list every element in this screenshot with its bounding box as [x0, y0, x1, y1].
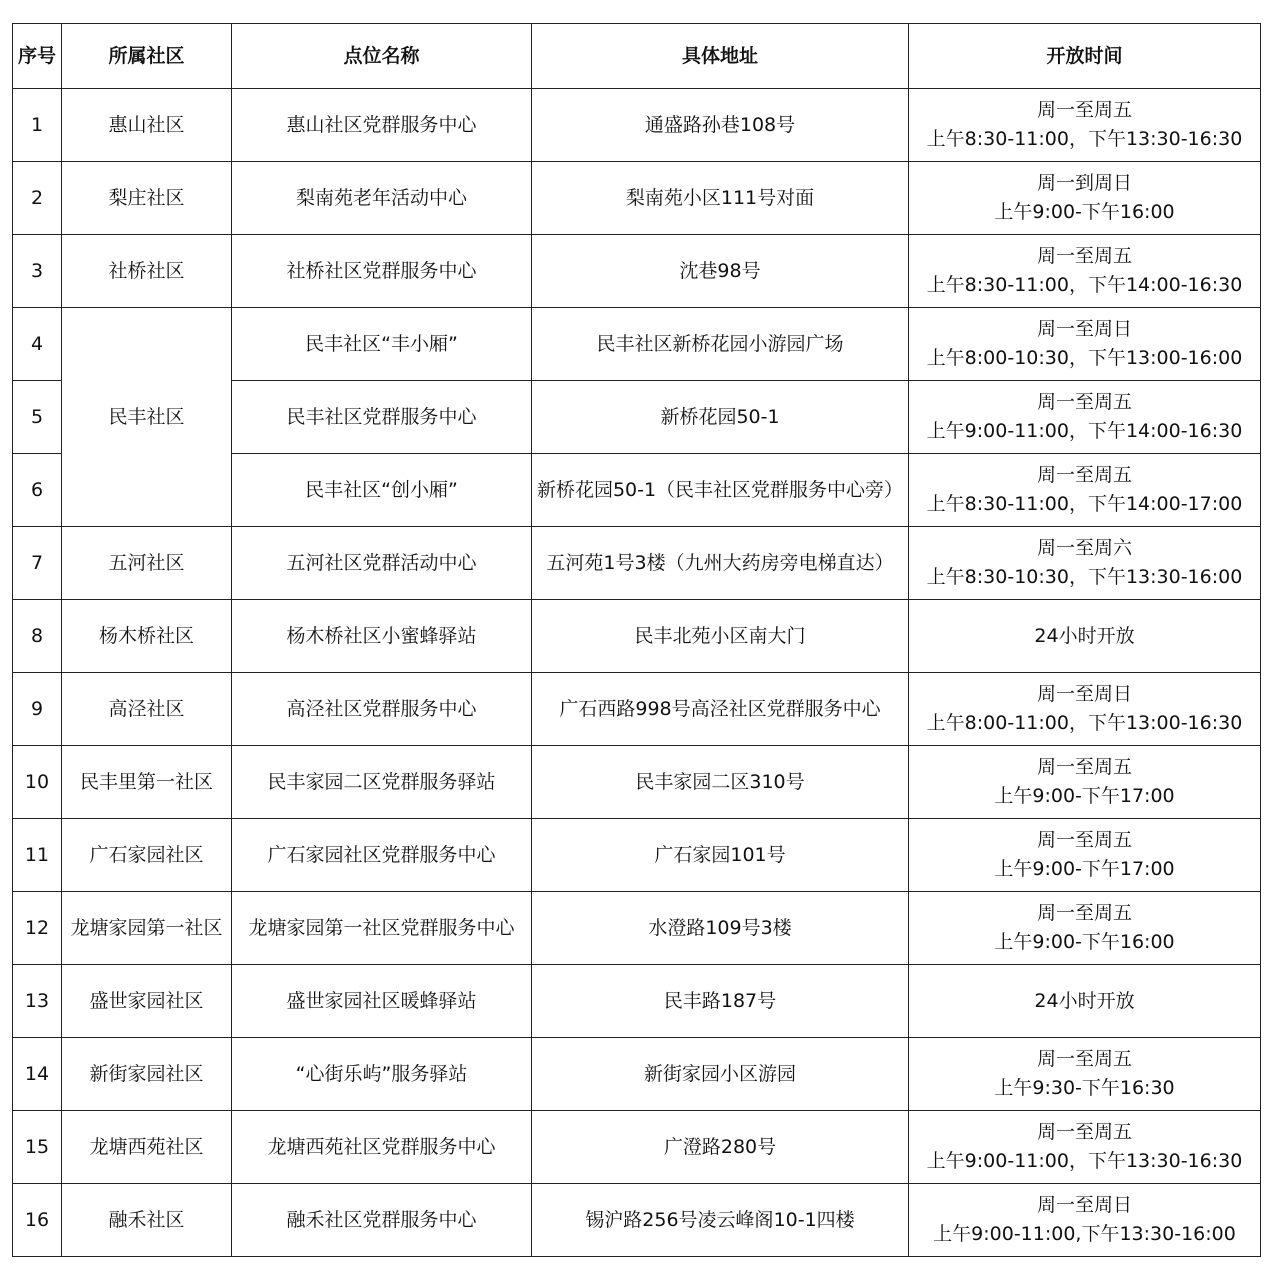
cell-address: 民丰社区新桥花园小游园广场	[532, 308, 909, 381]
hours-times: 上午9:00-11:00，下午13:30-16:30	[926, 1150, 1243, 1172]
cell-hours	[909, 600, 1261, 673]
table-row	[13, 1111, 1261, 1184]
cell-site: 龙塘西苑社区党群服务中心	[232, 1111, 532, 1184]
hours-times: 上午8:30-11:00，下午14:00-16:30	[926, 274, 1243, 296]
hours-days: 周一至周五	[1036, 245, 1132, 267]
cell-site: 融禾社区党群服务中心	[232, 1184, 532, 1257]
hours-days: 24小时开放	[1034, 989, 1135, 1012]
cell-hours	[909, 527, 1261, 600]
cell-hours	[909, 235, 1261, 308]
cell-no: 10	[13, 746, 62, 819]
cell-no: 15	[13, 1111, 62, 1184]
hours-days: 周一至周日	[1036, 683, 1132, 705]
hours-days: 周一到周日	[1036, 172, 1132, 194]
hours-times: 上午9:00-下午16:00	[994, 931, 1175, 953]
cell-hours	[909, 381, 1261, 454]
cell-address: 新街家园小区游园	[532, 1038, 909, 1111]
cell-community: 梨庄社区	[62, 162, 232, 235]
table-row	[13, 1038, 1261, 1111]
cell-site: 高泾社区党群服务中心	[232, 673, 532, 746]
cell-community: 杨木桥社区	[62, 600, 232, 673]
cell-community: 惠山社区	[62, 89, 232, 162]
cell-community: 广石家园社区	[62, 819, 232, 892]
cell-no: 9	[13, 673, 62, 746]
header-address: 具体地址	[532, 24, 909, 89]
cell-no: 16	[13, 1184, 62, 1257]
table-row	[13, 1184, 1261, 1257]
table-row	[13, 600, 1261, 673]
cell-community: 民丰社区	[62, 308, 232, 527]
cell-hours	[909, 1038, 1261, 1111]
cell-hours	[909, 1111, 1261, 1184]
header-community: 所属社区	[62, 24, 232, 89]
header-site: 点位名称	[232, 24, 532, 89]
cell-address: 民丰路187号	[532, 965, 909, 1038]
hours-days: 周一至周六	[1036, 537, 1132, 559]
cell-community: 新街家园社区	[62, 1038, 232, 1111]
hours-times: 上午8:30-10:30，下午13:30-16:00	[926, 566, 1243, 588]
cell-no: 12	[13, 892, 62, 965]
cell-no: 5	[13, 381, 62, 454]
cell-site: 民丰社区“创小厢”	[232, 454, 532, 527]
hours-days: 周一至周五	[1036, 1121, 1132, 1143]
cell-site: 民丰家园二区党群服务驿站	[232, 746, 532, 819]
cell-site: 杨木桥社区小蜜蜂驿站	[232, 600, 532, 673]
cell-address: 民丰北苑小区南大门	[532, 600, 909, 673]
cell-address: 广石西路998号高泾社区党群服务中心	[532, 673, 909, 746]
service-sites-table	[12, 23, 1261, 1257]
hours-times: 上午8:30-11:00，下午13:30-16:30	[926, 128, 1243, 150]
cell-hours	[909, 819, 1261, 892]
cell-community: 社桥社区	[62, 235, 232, 308]
cell-address: 新桥花园50-1（民丰社区党群服务中心旁）	[532, 454, 909, 527]
cell-site: 惠山社区党群服务中心	[232, 89, 532, 162]
table-row	[13, 965, 1261, 1038]
cell-no: 6	[13, 454, 62, 527]
hours-days: 周一至周日	[1036, 318, 1132, 340]
cell-site: 广石家园社区党群服务中心	[232, 819, 532, 892]
cell-community: 民丰里第一社区	[62, 746, 232, 819]
header-row	[13, 24, 1261, 89]
cell-no: 14	[13, 1038, 62, 1111]
hours-days: 24小时开放	[1034, 624, 1135, 647]
cell-address: 锡沪路256号凌云峰阁10-1四楼	[532, 1184, 909, 1257]
table-row	[13, 527, 1261, 600]
cell-address: 通盛路孙巷108号	[532, 89, 909, 162]
table-row	[13, 308, 1261, 381]
hours-days: 周一至周五	[1036, 756, 1132, 778]
cell-community: 盛世家园社区	[62, 965, 232, 1038]
hours-times: 上午9:00-11:00，下午14:00-16:30	[926, 420, 1243, 442]
table-row	[13, 235, 1261, 308]
cell-address: 沈巷98号	[532, 235, 909, 308]
cell-no: 2	[13, 162, 62, 235]
header-no: 序号	[13, 24, 62, 89]
cell-address: 梨南苑小区111号对面	[532, 162, 909, 235]
cell-hours	[909, 1184, 1261, 1257]
cell-no: 7	[13, 527, 62, 600]
hours-days: 周一至周五	[1036, 902, 1132, 924]
cell-site: 民丰社区党群服务中心	[232, 381, 532, 454]
cell-site: “心街乐屿”服务驿站	[232, 1038, 532, 1111]
hours-days: 周一至周五	[1036, 99, 1132, 121]
hours-times: 上午9:00-下午16:00	[994, 201, 1175, 223]
cell-address: 广澄路280号	[532, 1111, 909, 1184]
cell-hours	[909, 454, 1261, 527]
cell-no: 3	[13, 235, 62, 308]
cell-hours	[909, 892, 1261, 965]
hours-days: 周一至周五	[1036, 1048, 1132, 1070]
cell-site: 龙塘家园第一社区党群服务中心	[232, 892, 532, 965]
hours-times: 上午8:00-10:30，下午13:00-16:00	[926, 347, 1243, 369]
table-row	[13, 673, 1261, 746]
cell-site: 五河社区党群活动中心	[232, 527, 532, 600]
cell-hours	[909, 965, 1261, 1038]
header-hours: 开放时间	[909, 24, 1261, 89]
cell-hours	[909, 89, 1261, 162]
cell-community: 龙塘西苑社区	[62, 1111, 232, 1184]
cell-site: 盛世家园社区暖蜂驿站	[232, 965, 532, 1038]
cell-address: 五河苑1号3楼（九州大药房旁电梯直达）	[532, 527, 909, 600]
cell-site: 社桥社区党群服务中心	[232, 235, 532, 308]
cell-no: 11	[13, 819, 62, 892]
cell-community: 五河社区	[62, 527, 232, 600]
cell-community: 高泾社区	[62, 673, 232, 746]
table-row	[13, 819, 1261, 892]
cell-address: 广石家园101号	[532, 819, 909, 892]
cell-no: 4	[13, 308, 62, 381]
cell-site: 民丰社区“丰小厢”	[232, 308, 532, 381]
hours-times: 上午9:00-下午17:00	[994, 785, 1175, 807]
cell-hours	[909, 673, 1261, 746]
table-row	[13, 89, 1261, 162]
cell-hours	[909, 308, 1261, 381]
hours-days: 周一至周五	[1036, 391, 1132, 413]
cell-no: 1	[13, 89, 62, 162]
hours-days: 周一至周日	[1036, 1194, 1132, 1216]
hours-times: 上午9:00-下午17:00	[994, 858, 1175, 880]
table-row	[13, 162, 1261, 235]
cell-address: 民丰家园二区310号	[532, 746, 909, 819]
cell-no: 13	[13, 965, 62, 1038]
cell-address: 新桥花园50-1	[532, 381, 909, 454]
hours-times: 上午9:00-11:00,下午13:30-16:00	[933, 1223, 1236, 1245]
hours-times: 上午8:00-11:00，下午13:00-16:30	[926, 712, 1243, 734]
hours-times: 上午8:30-11:00，下午14:00-17:00	[926, 493, 1243, 515]
table-body	[13, 89, 1261, 1257]
cell-hours	[909, 162, 1261, 235]
cell-community: 融禾社区	[62, 1184, 232, 1257]
table-row	[13, 746, 1261, 819]
cell-hours	[909, 746, 1261, 819]
cell-address: 水澄路109号3楼	[532, 892, 909, 965]
cell-community: 龙塘家园第一社区	[62, 892, 232, 965]
hours-days: 周一至周五	[1036, 829, 1132, 851]
hours-days: 周一至周五	[1036, 464, 1132, 486]
hours-times: 上午9:30-下午16:30	[994, 1077, 1175, 1099]
cell-site: 梨南苑老年活动中心	[232, 162, 532, 235]
cell-no: 8	[13, 600, 62, 673]
table-row	[13, 892, 1261, 965]
